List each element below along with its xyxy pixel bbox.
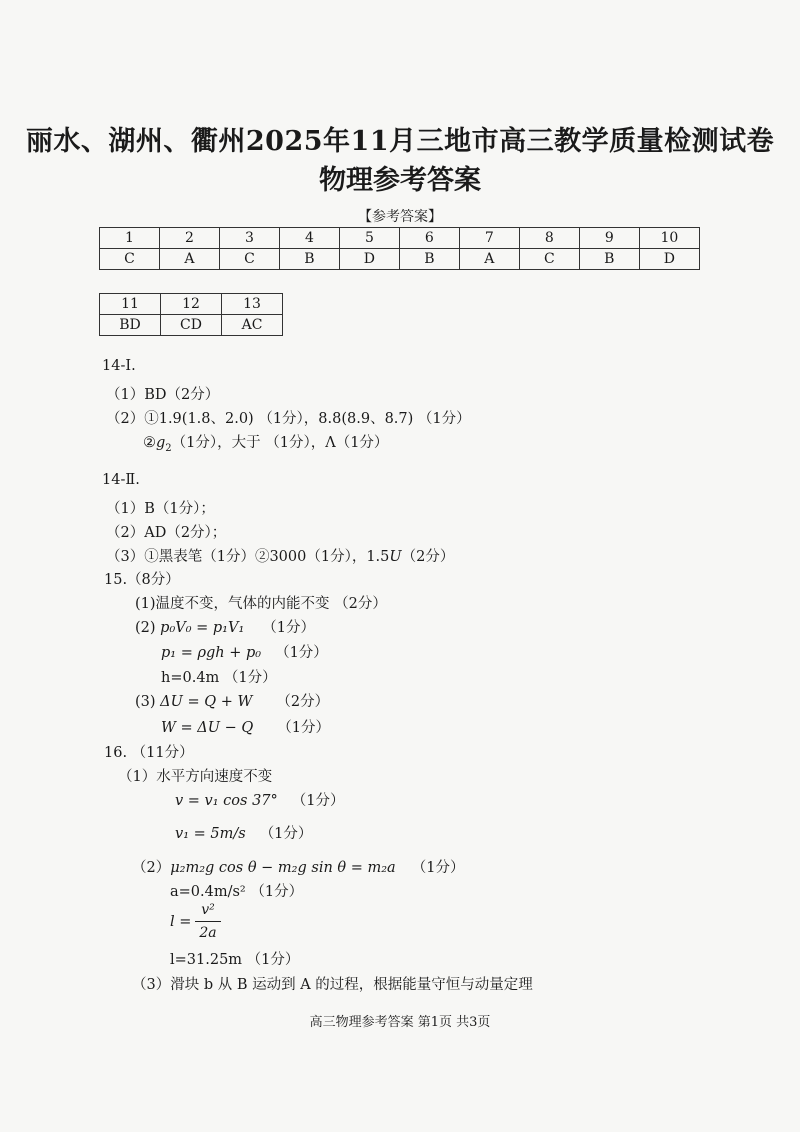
q14-2-line1: （1）B（1分）； — [106, 501, 215, 517]
answers-label: 【参考答案】 — [358, 209, 442, 225]
q15-eq-energy: ΔU = Q + W — [160, 694, 253, 710]
subscript-2: 2 — [165, 442, 172, 454]
q15-line3-score: （1分） — [275, 645, 328, 661]
q16-line8: （3）滑块 b 从 B 运动到 A 的过程，根据能量守恒与动量定理 — [132, 977, 533, 993]
answer-cell: B — [279, 249, 339, 270]
q15-eq-pv: p₀V₀ = p₁V₁ — [160, 620, 245, 636]
answer-cell: D — [339, 249, 399, 270]
answer-cell: A — [459, 249, 519, 270]
exam-subtitle: 物理参考答案 — [319, 165, 481, 196]
question-number: 4 — [279, 228, 339, 249]
answer-cell: A — [159, 249, 219, 270]
q16-eq-velocity: v = v₁ cos 37° — [175, 793, 278, 809]
q15-line5-prefix: (3) — [135, 694, 161, 710]
fraction-bar — [195, 921, 221, 922]
table-row — [100, 228, 700, 249]
table-row — [100, 315, 283, 336]
q16-frac-numerator: v² — [201, 902, 215, 918]
q16-eq-l-lhs: l = — [170, 914, 192, 930]
q16-line3-score: （1分） — [259, 826, 313, 842]
answer-cell: BD — [100, 315, 161, 336]
question-number: 2 — [159, 228, 219, 249]
q15-heading: 15.（8分） — [104, 572, 180, 588]
answer-cell: B — [399, 249, 459, 270]
answer-cell: B — [579, 249, 639, 270]
circled-2: ② — [143, 435, 156, 451]
q16-heading: 16. （11分） — [104, 745, 194, 761]
q16-line3 — [175, 822, 312, 843]
q15-line1: (1)温度不变，气体的内能不变 （2分） — [135, 596, 387, 612]
page-footer: 高三物理参考答案 第1页 共3页 — [309, 1015, 491, 1030]
q15-line6-score: （1分） — [277, 720, 330, 736]
question-number: 6 — [399, 228, 459, 249]
question-number: 1 — [100, 228, 160, 249]
question-number: 7 — [459, 228, 519, 249]
question-number: 11 — [100, 294, 161, 315]
q16-line4-prefix: （2） — [132, 860, 171, 876]
q14-2-heading: 14-Ⅱ. — [102, 472, 140, 488]
table-row — [100, 249, 700, 270]
q16-line7: l=31.25m （1分） — [170, 952, 300, 968]
q16-line2-score: （1分） — [291, 793, 345, 809]
q15-eq-pressure: p₁ = ρgh + p₀ — [161, 645, 262, 661]
table-row — [100, 294, 283, 315]
q16-line4 — [132, 856, 464, 877]
q15-line2-score: （1分） — [262, 620, 316, 636]
answer-cell: D — [639, 249, 699, 270]
answer-cell: C — [100, 249, 160, 270]
answer-cell: CD — [161, 315, 222, 336]
q15-line3 — [161, 641, 328, 662]
exam-title: 丽水、湖州、衢州2025年11月三地市高三教学质量检测试卷 — [25, 126, 775, 157]
q16-line2 — [175, 789, 345, 810]
q16-line4-score: （1分） — [411, 860, 465, 876]
q16-eq-v1: v₁ = 5m/s — [175, 826, 246, 842]
question-number: 5 — [339, 228, 399, 249]
q15-eq-work: W = ΔU − Q — [161, 720, 254, 736]
q16-frac-denominator: 2a — [199, 925, 217, 941]
q15-line6 — [161, 716, 330, 737]
q14-2-line3-score: （2分） — [401, 549, 455, 565]
answer-table-1 — [99, 227, 700, 270]
answer-table-2 — [99, 293, 283, 336]
answer-cell: C — [219, 249, 279, 270]
q15-line2-prefix: (2) — [135, 620, 161, 636]
q15-line5 — [135, 690, 329, 711]
q14-1-line1: （1）BD（2分） — [106, 387, 220, 403]
answer-cell: C — [519, 249, 579, 270]
q14-1-heading: 14-Ⅰ. — [102, 358, 136, 374]
q16-line1: （1）水平方向速度不变 — [118, 769, 273, 785]
question-number: 13 — [222, 294, 283, 315]
var-U: U — [389, 549, 402, 565]
q15-line2 — [135, 616, 315, 637]
q14-1-line3 — [143, 431, 388, 454]
q16-line5: a=0.4m/s² （1分） — [170, 884, 304, 900]
question-number: 12 — [161, 294, 222, 315]
question-number: 3 — [219, 228, 279, 249]
q14-2-line3 — [106, 545, 454, 566]
q15-line5-score: （2分） — [276, 694, 330, 710]
q14-2-line2: （2）AD（2分）； — [106, 525, 227, 541]
var-g: g — [156, 435, 166, 451]
question-number: 10 — [639, 228, 699, 249]
q15-line4: h=0.4m （1分） — [161, 670, 277, 686]
q14-1-line3-rest: （1分），大于 （1分），Λ（1分） — [171, 435, 389, 451]
question-number: 9 — [579, 228, 639, 249]
q14-2-line3-text: （3）①黑表笔（1分）②3000（1分），1.5 — [106, 549, 390, 565]
answer-cell: AC — [222, 315, 283, 336]
q16-eq-force: μ₂m₂g cos θ − m₂g sin θ = m₂a — [170, 860, 396, 876]
question-number: 8 — [519, 228, 579, 249]
q14-1-line2: （2）①1.9(1.8、2.0) （1分），8.8(8.9、8.7) （1分） — [106, 411, 471, 427]
